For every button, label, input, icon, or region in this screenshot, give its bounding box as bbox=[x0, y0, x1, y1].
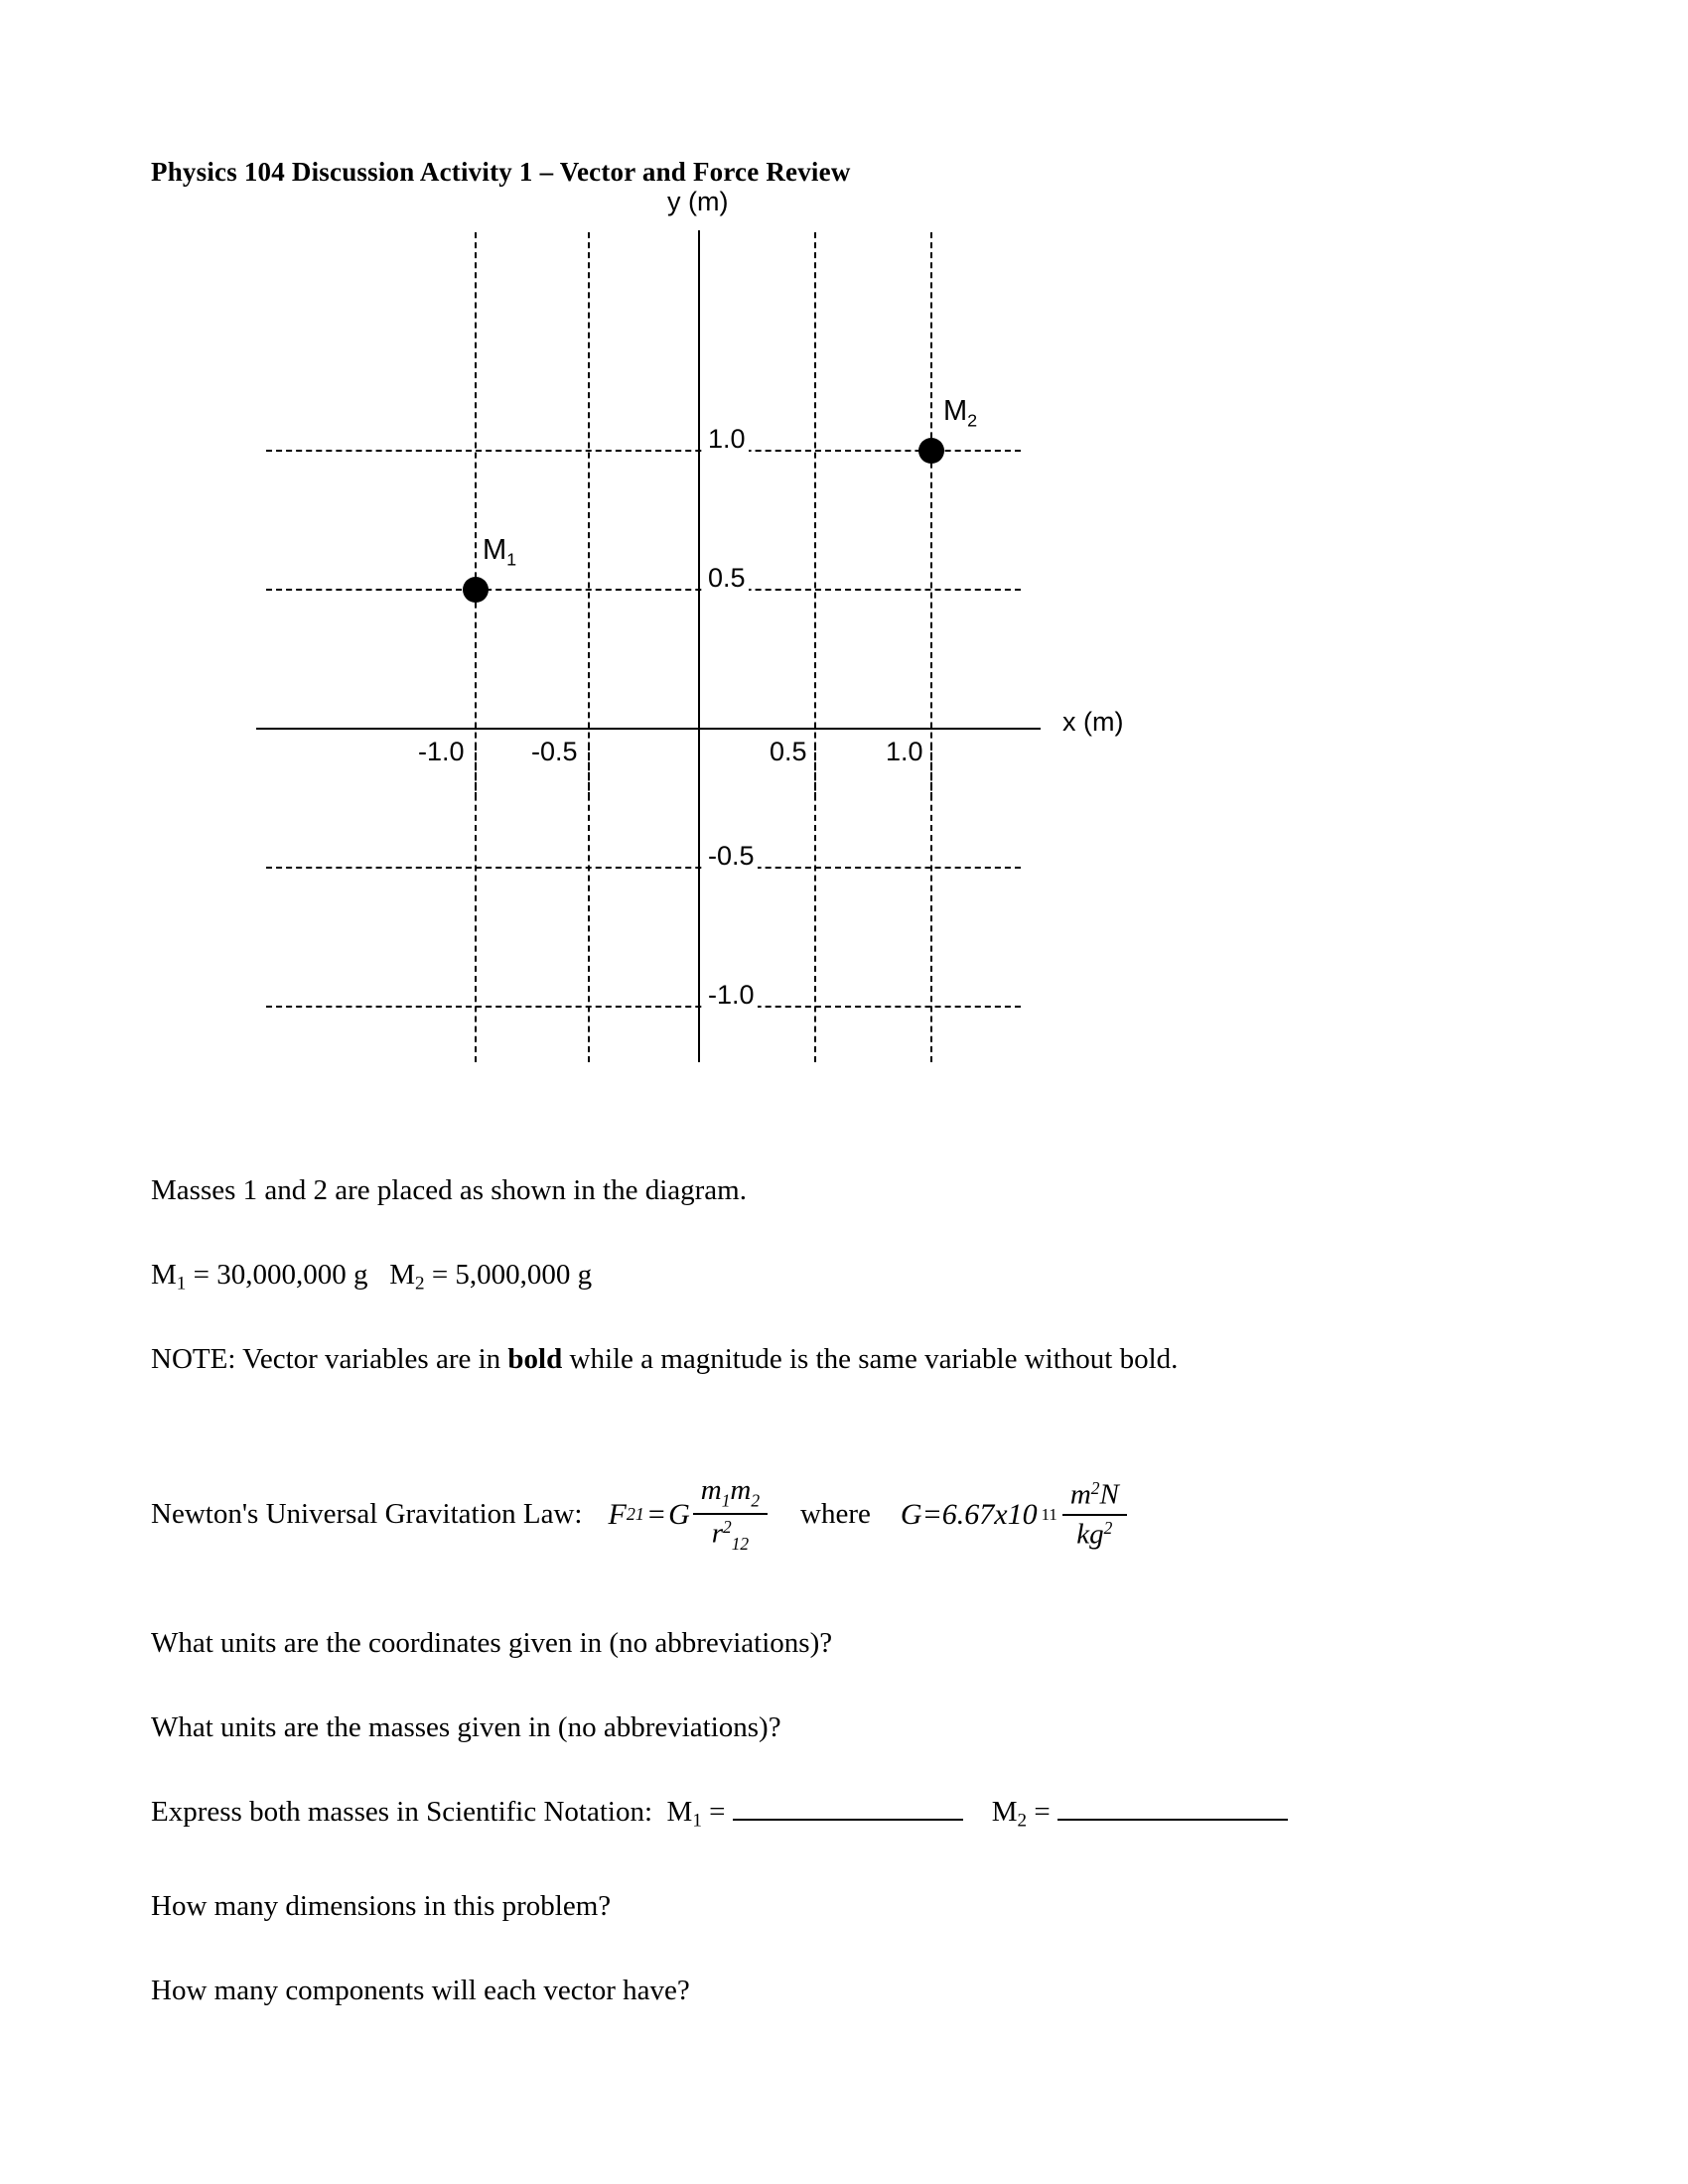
gridline-y-neg1 bbox=[266, 1006, 1021, 1008]
mass-label-m2-text: M bbox=[943, 395, 968, 427]
x-axis-line bbox=[256, 728, 1041, 730]
where-word: where bbox=[800, 1498, 871, 1531]
m2-symbol: M bbox=[389, 1259, 416, 1291]
mass-point-m1 bbox=[463, 577, 489, 603]
gridline-x-pos05-lower bbox=[814, 745, 816, 1062]
y-tick-label-neg05: -0.5 bbox=[705, 841, 758, 872]
scientific-notation-prompt: Express both masses in Scientific Notation: bbox=[151, 1796, 653, 1828]
equals-sign: = bbox=[645, 1497, 667, 1531]
note-after-text: while a magnitude is the same variable without bold. bbox=[562, 1343, 1179, 1375]
force-symbol-text: F bbox=[608, 1497, 627, 1531]
m2-subscript: 2 bbox=[415, 1273, 425, 1295]
mass-label-m1-subscript: 1 bbox=[506, 549, 517, 570]
gridline-x-pos1-lower bbox=[930, 745, 932, 1062]
m1-answer-blank[interactable] bbox=[733, 1819, 963, 1821]
m1-symbol: M bbox=[151, 1259, 177, 1291]
g-value-equals: =6.67x10 bbox=[921, 1497, 1038, 1531]
page-title: Physics 104 Discussion Activity 1 – Vector and Force Review bbox=[151, 157, 851, 187]
sci-m2-symbol: M bbox=[991, 1796, 1018, 1828]
g-value-symbol: G bbox=[900, 1497, 922, 1531]
note-paragraph bbox=[151, 1343, 1178, 1376]
x-tick-label-pos1: 1.0 bbox=[883, 737, 926, 767]
mass-over-radius-fraction bbox=[693, 1474, 768, 1555]
x-axis-title: x (m) bbox=[1062, 707, 1124, 737]
x-tick-label-neg05: -0.5 bbox=[528, 737, 581, 767]
numerator-m2-subscript: 2 bbox=[751, 1490, 761, 1511]
g-units-denominator bbox=[1068, 1516, 1120, 1552]
m2-answer-blank[interactable] bbox=[1057, 1819, 1288, 1821]
fraction-numerator bbox=[693, 1474, 768, 1515]
mass-point-m2 bbox=[918, 438, 944, 464]
numerator-m1: m bbox=[700, 1474, 722, 1506]
gridline-x-neg1-lower bbox=[475, 745, 477, 1062]
g-units-fraction bbox=[1062, 1478, 1127, 1551]
sci-m1-subscript: 1 bbox=[692, 1810, 702, 1832]
force-subscript: 21 bbox=[626, 1504, 644, 1525]
m1-subscript: 1 bbox=[176, 1273, 187, 1295]
gridline-y-neg05 bbox=[266, 867, 1021, 869]
g-value-exponent: 11 bbox=[1041, 1504, 1057, 1524]
force-symbol bbox=[608, 1498, 643, 1532]
g-units-num-m: m bbox=[1069, 1478, 1091, 1511]
gridline-x-neg1 bbox=[475, 232, 477, 798]
y-axis-title: y (m) bbox=[667, 187, 729, 216]
gridline-y-pos1 bbox=[266, 450, 1021, 452]
gridline-x-neg05-lower bbox=[588, 745, 590, 1062]
question-coordinates-units: What units are the coordinates given in (no abbreviations)? bbox=[151, 1627, 833, 1659]
note-before-text: NOTE: Vector variables are in bbox=[151, 1343, 508, 1375]
numerator-m1-subscript: 1 bbox=[721, 1490, 731, 1511]
gridline-x-neg05 bbox=[588, 232, 590, 798]
gridline-x-pos05 bbox=[814, 232, 816, 798]
coordinate-diagram bbox=[328, 187, 1221, 1122]
sci-m2-subscript: 2 bbox=[1017, 1810, 1028, 1832]
mass-label-m1 bbox=[481, 534, 518, 570]
gridline-x-pos1 bbox=[930, 232, 932, 798]
m1-value: = 30,000,000 g bbox=[186, 1259, 368, 1291]
g-constant-symbol: G bbox=[668, 1497, 690, 1531]
y-tick-label-pos05: 0.5 bbox=[705, 563, 749, 594]
g-units-den-exponent: 2 bbox=[1103, 1517, 1113, 1538]
x-tick-label-pos05: 0.5 bbox=[767, 737, 810, 767]
y-axis-line bbox=[698, 230, 700, 1062]
denominator-exponent: 2 bbox=[722, 1517, 732, 1538]
gravitation-law-label: Newton's Universal Gravitation Law: bbox=[151, 1498, 583, 1531]
scientific-notation-line bbox=[151, 1796, 1288, 1832]
intro-paragraph: Masses 1 and 2 are placed as shown in the diagram. bbox=[151, 1174, 747, 1206]
m2-value: = 5,000,000 g bbox=[424, 1259, 593, 1291]
y-tick-label-neg1: -1.0 bbox=[705, 980, 758, 1011]
g-units-num-newton: N bbox=[1099, 1478, 1119, 1511]
note-bold-word: bold bbox=[507, 1343, 563, 1375]
y-tick-label-pos1: 1.0 bbox=[705, 424, 749, 455]
question-dimensions: How many dimensions in this problem? bbox=[151, 1890, 612, 1922]
x-tick-label-neg1: -1.0 bbox=[415, 737, 468, 767]
question-components: How many components will each vector have? bbox=[151, 1975, 690, 2006]
denominator-r: r bbox=[711, 1517, 723, 1550]
g-units-den-kg: kg bbox=[1076, 1518, 1104, 1551]
masses-values-line bbox=[151, 1259, 592, 1295]
g-units-num-exponent: 2 bbox=[1090, 1478, 1100, 1499]
sci-m1-equals: = bbox=[701, 1796, 726, 1828]
mass-label-m1-text: M bbox=[483, 534, 507, 566]
g-units-numerator bbox=[1062, 1478, 1127, 1516]
gravitation-law-row bbox=[151, 1474, 1130, 1555]
fraction-denominator bbox=[704, 1515, 757, 1555]
numerator-m2: m bbox=[730, 1474, 752, 1506]
mass-label-m2-subscript: 2 bbox=[967, 410, 978, 431]
sci-m2-equals: = bbox=[1027, 1796, 1051, 1828]
mass-label-m2 bbox=[941, 395, 979, 431]
gridline-y-pos05 bbox=[266, 589, 1021, 591]
question-masses-units: What units are the masses given in (no abbreviations)? bbox=[151, 1711, 781, 1743]
denominator-subscript: 12 bbox=[731, 1534, 750, 1555]
sci-m1-symbol: M bbox=[666, 1796, 693, 1828]
